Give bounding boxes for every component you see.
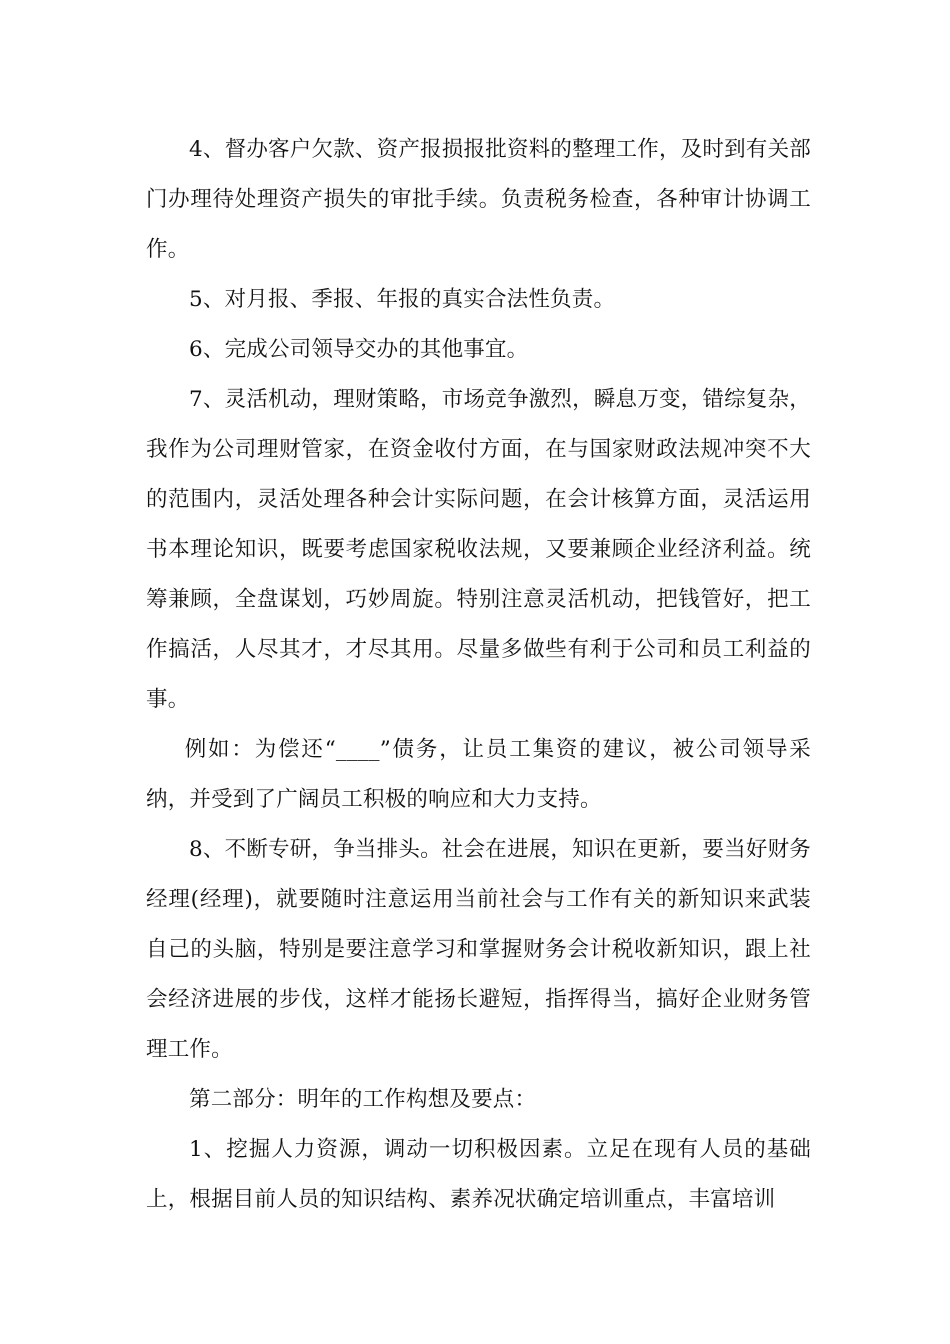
paragraph-item-6: 6、完成公司领导交办的其他事宜。 xyxy=(189,337,529,362)
paragraph-item-4: 4、督办客户欠款、资产报损报批资料的整理工作，及时到有关部门办理待处理资产损失的审批手续。负责税务检查，各种审计协调工作。 xyxy=(146,137,811,262)
document-body xyxy=(146,125,811,1225)
paragraph-item-5: 5、对月报、季报、年报的真实合法性负责。 xyxy=(189,287,616,312)
section-heading-part-two: 第二部分：明年的工作构想及要点： xyxy=(189,1087,537,1112)
paragraph-item-7: 7、灵活机动，理财策略，市场竞争激烈，瞬息万变，错综复杂，我作为公司理财管家，在资金收付方面，在与国家财政法规冲突不大的范围内，灵活处理各种会计实际问题，在会计核算方面，灵活运用书本理论知识，既要考虑国家税收法规，又要兼顾企业经济利益。统筹兼顾，全盘谋划，巧妙周旋。特别注意灵活机动，把钱管好，把工作搞活，人尽其才，才尽其用。尽量多做些有利于公司和员工利益的事。 xyxy=(146,387,811,712)
paragraph-example: 例如：为偿还“____”债务，让员工集资的建议，被公司领导采纳，并受到了广阔员工积极的响应和大力支持。 xyxy=(146,737,811,812)
paragraph-item-8: 8、不断专研，争当排头。社会在进展，知识在更新，要当好财务经理(经理)，就要随时注意运用当前社会与工作有关的新知识来武装自己的头脑，特别是要注意学习和掌握财务会计税收新知识，跟上社会经济进展的步伐，这样才能扬长避短，指挥得当，搞好企业财务管理工作。 xyxy=(146,837,811,1062)
paragraph-plan-item-1: 1、挖掘人力资源，调动一切积极因素。立足在现有人员的基础上，根据目前人员的知识结构、素养况状确定培训重点，丰富培训 xyxy=(146,1137,811,1212)
